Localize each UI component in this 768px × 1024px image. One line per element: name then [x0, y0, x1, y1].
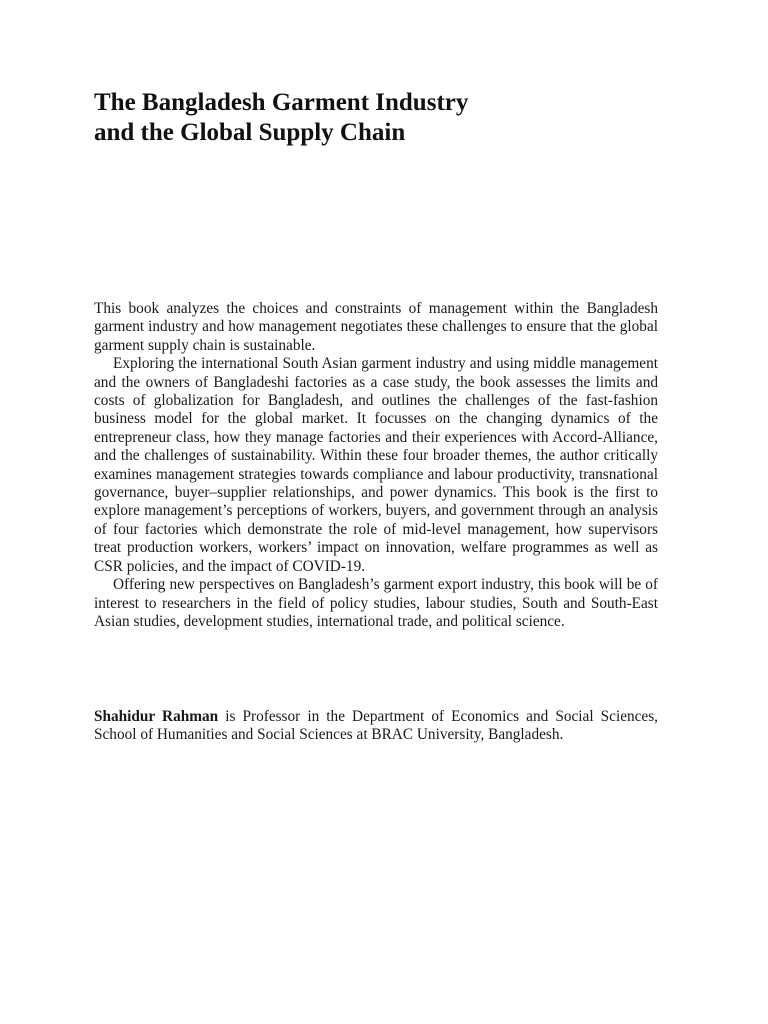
book-title — [94, 88, 694, 148]
description-paragraph-1: This book analyzes the choices and constraints of management within the Bangladesh garment industry and how management negotiates these challenges to ensure that the global garment supply chain is sustainable. — [94, 300, 658, 354]
author-name: Shahidur Rahman — [94, 708, 219, 725]
book-description — [94, 300, 658, 631]
book-title-line-2: and the Global Supply Chain — [94, 119, 406, 146]
author-bio — [94, 708, 658, 745]
book-title-line-1: The Bangladesh Garment Industry — [94, 89, 469, 116]
description-paragraph-2: Exploring the international South Asian garment industry and using middle management and the owners of Bangladeshi factories as a case study, the book assesses the limits and costs of globalization for Bangladesh, and outlines the challenges of the fast-fashion business model for the global market. It focusses on the changing dynamics of the entrepreneur class, how they manage factories and their experiences with Accord-Alliance, and the challenges of sustainability. Within these four broader themes, the author critically examines management strategies towards compliance and labour productivity, transnational governance, buyer–supplier relationships, and power dynamics. This book is the first to explore management’s perceptions of workers, buyers, and government through an analysis of four factories which demonstrate the role of mid-level management, how supervisors treat production workers, workers’ impact on innovation, welfare programmes as well as CSR policies, and the impact of COVID-19. — [94, 355, 658, 575]
author-bio-text: is Professor in the Department of Economics and Social Sciences, School of Humanities and Social Sciences at BRAC University, Bangladesh. — [94, 708, 658, 744]
description-paragraph-3: Offering new perspectives on Bangladesh’s garment export industry, this book will be of interest to researchers in the field of policy studies, labour studies, South and South-East Asian studies, development studies, international trade, and political science. — [94, 576, 658, 630]
